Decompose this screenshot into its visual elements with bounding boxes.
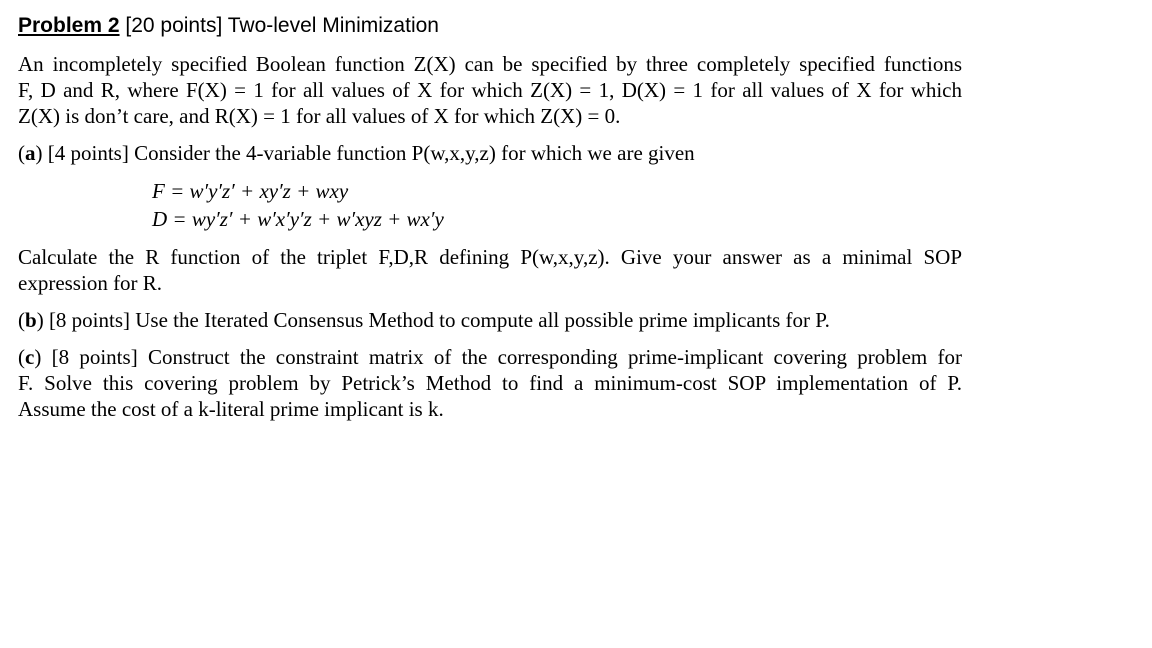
part-a-text: [4 points] Consider the 4-variable function P(w,x,y,z) for which we are given	[47, 141, 695, 165]
part-b-text: [8 points] Use the Iterated Consensus Method to compute all possible prime implicants for P.	[48, 308, 830, 332]
part-c-line-3: Assume the cost of a k-literal prime implicant is k.	[18, 397, 444, 421]
part-c-prompt	[18, 344, 962, 422]
equation-d: D = wy′z′ + w′x′y′z + w′xyz + wx′y	[152, 207, 444, 231]
part-b-label: b	[25, 308, 37, 332]
intro-paragraph	[18, 51, 962, 129]
part-a-followup-line-2: expression for R.	[18, 271, 163, 295]
problem-number: Problem 2	[18, 14, 120, 37]
part-a-label: a	[25, 141, 36, 165]
part-b-line: (b) [8 points] Use the Iterated Consensus Method to compute all possible prime implicants for P.	[18, 308, 830, 332]
part-c-line-2: F. Solve this covering problem by Petrick’s Method to find a minimum-cost SOP implementation of P.	[18, 371, 962, 395]
part-a-line: (a) [4 points] Consider the 4-variable function P(w,x,y,z) for which we are given	[18, 141, 695, 165]
intro-line-3: Z(X) is don’t care, and R(X) = 1 for all values of X for which Z(X) = 0.	[18, 104, 621, 128]
part-b-prompt	[18, 307, 962, 333]
part-c-label: c	[25, 345, 35, 369]
part-a-followup-line-1: Calculate the R function of the triplet F,D,R defining P(w,x,y,z). Give your answer as a minimal SOP	[18, 245, 962, 269]
problem-title: [20 points] Two-level Minimization	[119, 14, 439, 37]
part-a-prompt	[18, 140, 962, 166]
part-c-line-1: (c) [8 points] Construct the constraint matrix of the corresponding prime-implicant covering problem for	[18, 345, 962, 369]
equation-f: F = w′y′z′ + xy′z + wxy	[152, 179, 349, 203]
problem-heading	[18, 12, 439, 40]
intro-line-1: An incompletely specified Boolean function Z(X) can be specified by three completely specified functions	[18, 52, 962, 76]
intro-line-2: F, D and R, where F(X) = 1 for all values of X for which Z(X) = 1, D(X) = 1 for all values of X for which	[18, 78, 962, 102]
part-a-followup	[18, 244, 962, 296]
part-c-text-1: [8 points] Construct the constraint matrix of the corresponding prime-implicant covering problem for	[51, 345, 962, 369]
